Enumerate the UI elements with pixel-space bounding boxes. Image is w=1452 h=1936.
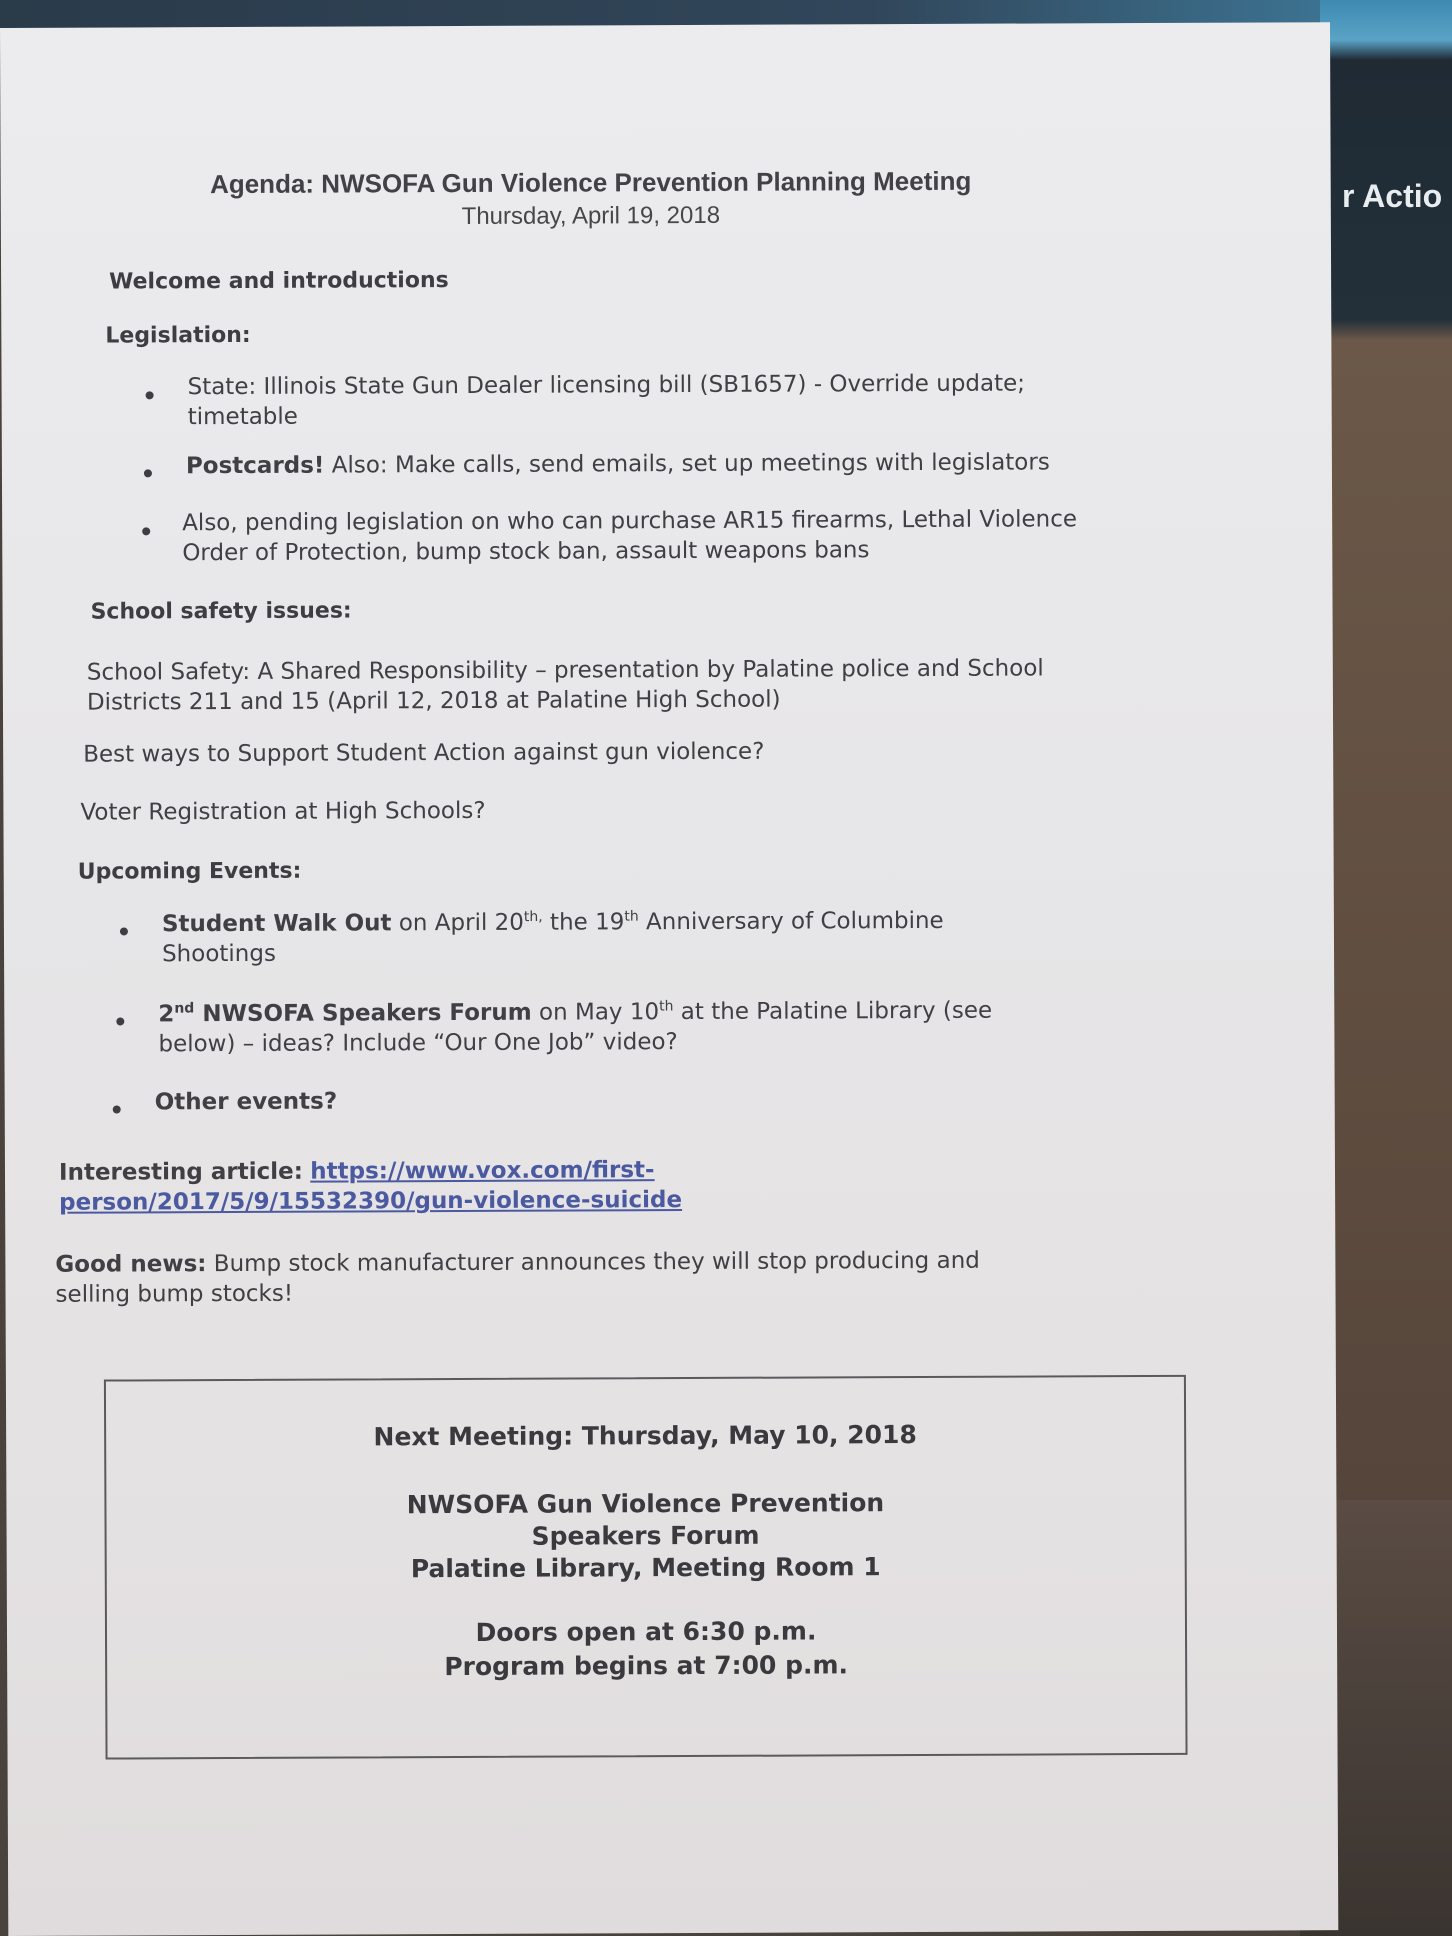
legislation-item-3-line2: Order of Protection, bump stock ban, assault weapons bans — [182, 537, 870, 567]
event-forum-number: 2 — [158, 1001, 175, 1028]
event-walkout-line2: Shootings — [161, 940, 276, 968]
school-safety-line2: Districts 211 and 15 (April 12, 2018 at Palatine High School) — [86, 686, 781, 716]
upcoming-events-heading: Upcoming Events: — [77, 858, 302, 885]
event-forum-line2: below) – ideas? Include “Our One Job” video? — [158, 1029, 678, 1058]
article-link-line2[interactable]: person/2017/5/9/15532390/gun-violence-suicide — [59, 1187, 683, 1216]
school-safety-heading: School safety issues: — [90, 598, 352, 625]
postcards-label: Postcards! — [185, 452, 325, 480]
article-label: Interesting article: — [58, 1158, 303, 1186]
event-other: Other events? — [154, 1088, 338, 1116]
event-walkout-text: Anniversary of Columbine — [638, 907, 944, 936]
legislation-item-1-line1: State: Illinois State Gun Dealer licensing bill (SB1657) - Override update; — [187, 370, 1026, 401]
event-speakers-forum — [158, 996, 992, 1060]
program-start-time: Program begins at 7:00 p.m. — [444, 1650, 849, 1682]
article-link[interactable]: https://www.vox.com/first- — [310, 1157, 655, 1185]
ordinal-suffix: th, — [523, 908, 543, 926]
legislation-item-1 — [188, 369, 1026, 433]
bullet-icon — [120, 927, 128, 935]
ordinal-suffix: th — [624, 908, 639, 925]
event-forum-location: at the Palatine Library (see — [673, 997, 993, 1026]
bullet-icon — [113, 1105, 121, 1113]
interesting-article — [59, 1155, 682, 1218]
bullet-icon — [116, 1017, 124, 1025]
forum-title-line1: NWSOFA Gun Violence Prevention — [406, 1488, 885, 1520]
welcome-heading: Welcome and introductions — [109, 268, 449, 295]
forum-location: Palatine Library, Meeting Room 1 — [410, 1552, 881, 1584]
background-poster-text: r Actio — [1342, 178, 1443, 214]
legislation-item-3-line1: Also, pending legislation on who can purchase AR15 firearms, Lethal Violence — [182, 506, 1078, 537]
bullet-icon — [144, 469, 152, 477]
event-walkout-date: on April 20 — [391, 909, 524, 937]
legislation-item-2-text: Also: Make calls, send emails, set up meetings with legislators — [324, 449, 1050, 479]
event-walkout-title: Student Walk Out — [161, 910, 392, 938]
event-forum-title: NWSOFA Speakers Forum — [194, 999, 532, 1028]
next-meeting-box — [104, 1375, 1188, 1760]
page-title: Agenda: NWSOFA Gun Violence Prevention Planning Meeting — [209, 165, 972, 200]
next-meeting-date: Next Meeting: Thursday, May 10, 2018 — [373, 1420, 917, 1452]
good-news — [55, 1246, 980, 1310]
legislation-heading: Legislation: — [105, 322, 251, 349]
ordinal-suffix: nd — [174, 1000, 195, 1017]
ordinal-suffix: th — [659, 998, 674, 1015]
event-walkout-anniversary: the 19 — [542, 909, 625, 936]
support-student-action: Best ways to Support Student Action against gun violence? — [83, 738, 765, 768]
bullet-icon — [146, 391, 154, 399]
forum-title-line2: Speakers Forum — [531, 1520, 760, 1551]
doors-open-time: Doors open at 6:30 p.m. — [475, 1616, 817, 1647]
school-safety-line1: School Safety: A Shared Responsibility – presentation by Palatine police and School — [86, 655, 1044, 686]
good-news-text: Bump stock manufacturer announces they will stop producing and — [206, 1247, 980, 1278]
agenda-paper — [0, 22, 1338, 1936]
voter-registration: Voter Registration at High Schools? — [80, 797, 486, 826]
meeting-date: Thursday, April 19, 2018 — [461, 201, 721, 230]
legislation-item-2 — [186, 447, 1050, 481]
event-walkout — [162, 906, 944, 969]
legislation-item-3 — [182, 504, 1077, 568]
title-block — [181, 166, 1001, 233]
good-news-label: Good news: — [55, 1251, 207, 1278]
bullet-icon — [142, 527, 150, 535]
good-news-line2: selling bump stocks! — [55, 1280, 294, 1308]
event-forum-date: on May 10 — [531, 999, 660, 1026]
legislation-item-1-line2: timetable — [187, 403, 298, 431]
school-safety-presentation — [87, 653, 1044, 717]
